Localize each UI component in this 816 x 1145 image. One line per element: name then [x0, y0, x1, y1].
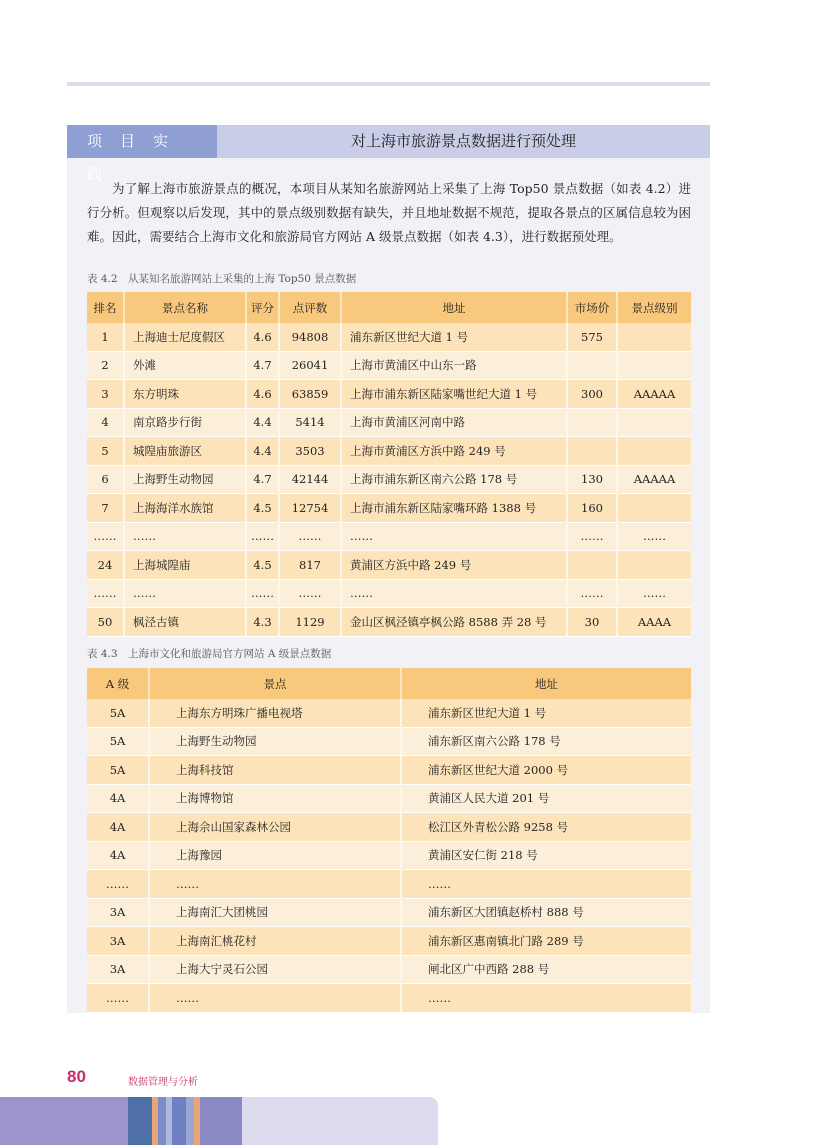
cell-attraction: 上海大宁灵石公园	[149, 955, 401, 984]
column-header-score: 评分	[246, 292, 279, 323]
cell-name: 上海海洋水族馆	[124, 494, 246, 523]
cell-score: 4.4	[246, 408, 279, 437]
cell-attraction: 上海豫园	[149, 841, 401, 870]
cell-level: AAAA	[617, 608, 691, 637]
cell-grade: 3A	[87, 955, 149, 984]
cell-rank: ……	[87, 579, 124, 608]
cell-address: 黄浦区方浜中路 249 号	[341, 551, 567, 580]
table-row	[87, 380, 691, 409]
table-4-2-caption: 表 4.2 从某知名旅游网站上采集的上海 Top50 景点数据	[87, 273, 357, 285]
cell-grade: 5A	[87, 756, 149, 785]
cell-reviews: 26041	[279, 351, 341, 380]
cell-name: 上海迪士尼度假区	[124, 323, 246, 351]
cell-address: ……	[401, 984, 691, 1013]
cell-rank: 7	[87, 494, 124, 523]
cell-name: 上海野生动物园	[124, 465, 246, 494]
cell-score: 4.4	[246, 437, 279, 466]
cell-grade: ……	[87, 870, 149, 899]
column-header-address: 地址	[341, 292, 567, 323]
cell-level	[617, 494, 691, 523]
cell-reviews: 1129	[279, 608, 341, 637]
table-row	[87, 494, 691, 523]
cell-price: 30	[567, 608, 617, 637]
table-row	[87, 408, 691, 437]
cell-grade: 3A	[87, 898, 149, 927]
cell-level: ……	[617, 579, 691, 608]
cell-score: 4.5	[246, 494, 279, 523]
cell-reviews: 5414	[279, 408, 341, 437]
footer-decoration	[0, 1097, 438, 1145]
table-row	[87, 579, 691, 608]
cell-rank: 5	[87, 437, 124, 466]
cell-address: 浦东新区世纪大道 2000 号	[401, 756, 691, 785]
column-header-name: 景点名称	[124, 292, 246, 323]
cell-rank: 1	[87, 323, 124, 351]
table-row	[87, 351, 691, 380]
cell-address: 上海市黄浦区中山东一路	[341, 351, 567, 380]
cell-grade: 3A	[87, 927, 149, 956]
cell-address: 上海市浦东新区南六公路 178 号	[341, 465, 567, 494]
cell-name: 南京路步行街	[124, 408, 246, 437]
cell-rank: 50	[87, 608, 124, 637]
cell-address: 上海市浦东新区陆家嘴世纪大道 1 号	[341, 380, 567, 409]
cell-name: ……	[124, 522, 246, 551]
column-header-price: 市场价	[567, 292, 617, 323]
cell-address: 闸北区广中西路 288 号	[401, 955, 691, 984]
cell-grade: ……	[87, 984, 149, 1013]
cell-grade: 5A	[87, 699, 149, 727]
cell-price: ……	[567, 579, 617, 608]
cell-attraction: 上海野生动物园	[149, 727, 401, 756]
cell-name: 东方明珠	[124, 380, 246, 409]
cell-price	[567, 408, 617, 437]
cell-price: 575	[567, 323, 617, 351]
cell-reviews: 42144	[279, 465, 341, 494]
cell-name: 上海城隍庙	[124, 551, 246, 580]
cell-name: 外滩	[124, 351, 246, 380]
table-4-2	[87, 292, 691, 637]
table-row	[87, 727, 691, 756]
cell-price	[567, 551, 617, 580]
cell-score: ……	[246, 579, 279, 608]
table-4-3	[87, 668, 691, 1013]
section-banner	[67, 125, 710, 183]
cell-reviews: 12754	[279, 494, 341, 523]
cell-score: 4.3	[246, 608, 279, 637]
project-practice-panel	[67, 125, 710, 1013]
cell-address: 黄浦区安仁街 218 号	[401, 841, 691, 870]
cell-address: 上海市黄浦区河南中路	[341, 408, 567, 437]
cell-rank: 4	[87, 408, 124, 437]
column-header-level: 景点级别	[617, 292, 691, 323]
cell-rank: 24	[87, 551, 124, 580]
cell-score: 4.7	[246, 465, 279, 494]
cell-attraction: 上海南汇大团桃园	[149, 898, 401, 927]
cell-score: ……	[246, 522, 279, 551]
cell-address: 浦东新区世纪大道 1 号	[401, 699, 691, 727]
cell-level	[617, 323, 691, 351]
cell-score: 4.6	[246, 380, 279, 409]
cell-name: 枫泾古镇	[124, 608, 246, 637]
table-header-row	[87, 292, 691, 323]
cell-reviews: 63859	[279, 380, 341, 409]
table-row	[87, 898, 691, 927]
cell-attraction: ……	[149, 870, 401, 899]
section-title: 对上海市旅游景点数据进行预处理	[217, 125, 710, 158]
cell-price	[567, 437, 617, 466]
section-label: 项目实践	[67, 125, 217, 158]
cell-level	[617, 351, 691, 380]
cell-address: 黄浦区人民大道 201 号	[401, 784, 691, 813]
cell-price: ……	[567, 522, 617, 551]
table-header-row	[87, 668, 691, 699]
cell-attraction: ……	[149, 984, 401, 1013]
cell-reviews: 94808	[279, 323, 341, 351]
cell-name: 城隍庙旅游区	[124, 437, 246, 466]
cell-price: 130	[567, 465, 617, 494]
cell-address: 浦东新区惠南镇北门路 289 号	[401, 927, 691, 956]
cell-address: 浦东新区世纪大道 1 号	[341, 323, 567, 351]
cell-address: 浦东新区大团镇赵桥村 888 号	[401, 898, 691, 927]
cell-attraction: 上海博物馆	[149, 784, 401, 813]
cell-score: 4.7	[246, 351, 279, 380]
cell-grade: 4A	[87, 784, 149, 813]
cell-reviews: 817	[279, 551, 341, 580]
cell-reviews: ……	[279, 579, 341, 608]
table-row	[87, 756, 691, 785]
cell-score: 4.6	[246, 323, 279, 351]
cell-address: 松江区外青松公路 9258 号	[401, 813, 691, 842]
cell-score: 4.5	[246, 551, 279, 580]
cell-rank: 6	[87, 465, 124, 494]
cell-attraction: 上海佘山国家森林公园	[149, 813, 401, 842]
page-number: 80	[67, 1067, 86, 1086]
table-row	[87, 699, 691, 727]
cell-level: AAAAA	[617, 380, 691, 409]
cell-address: 浦东新区南六公路 178 号	[401, 727, 691, 756]
intro-paragraph	[87, 177, 691, 249]
cell-rank: 3	[87, 380, 124, 409]
cell-address: ……	[341, 579, 567, 608]
table-row	[87, 841, 691, 870]
table-row	[87, 927, 691, 956]
column-header-rank: 排名	[87, 292, 124, 323]
cell-reviews: ……	[279, 522, 341, 551]
table-row	[87, 813, 691, 842]
table-row	[87, 984, 691, 1013]
table-row	[87, 784, 691, 813]
cell-rank: ……	[87, 522, 124, 551]
cell-level	[617, 551, 691, 580]
cell-level	[617, 408, 691, 437]
book-title: 数据管理与分析	[128, 1077, 198, 1088]
table-4-3-caption: 表 4.3 上海市文化和旅游局官方网站 A 级景点数据	[87, 648, 332, 660]
cell-price: 160	[567, 494, 617, 523]
column-header-reviews: 点评数	[279, 292, 341, 323]
column-header-attraction: 景点	[149, 668, 401, 699]
table-row	[87, 870, 691, 899]
table-row	[87, 955, 691, 984]
intro-text: 为了解上海市旅游景点的概况，本项目从某知名旅游网站上采集了上海 Top50 景点数据（如表 4.2）进行分析。但观察以后发现，其中的景点级别数据有缺失，并且地址数据不规范，提取各景点的区属信息较为困难。因此，需要结合上海市文化和旅游局官方网站 A 级景点数据（如表 4.3），进行数据预处理。	[87, 181, 691, 244]
column-header-address: 地址	[401, 668, 691, 699]
cell-name: ……	[124, 579, 246, 608]
cell-level	[617, 437, 691, 466]
cell-grade: 4A	[87, 813, 149, 842]
cell-level: ……	[617, 522, 691, 551]
cell-address: 上海市浦东新区陆家嘴环路 1388 号	[341, 494, 567, 523]
cell-attraction: 上海南汇桃花村	[149, 927, 401, 956]
cell-grade: 4A	[87, 841, 149, 870]
table-row	[87, 323, 691, 351]
table-row	[87, 551, 691, 580]
cell-address: 上海市黄浦区方浜中路 249 号	[341, 437, 567, 466]
cell-price: 300	[567, 380, 617, 409]
cell-address: 金山区枫泾镇亭枫公路 8588 弄 28 号	[341, 608, 567, 637]
top-rule	[67, 82, 710, 86]
column-header-grade: A 级	[87, 668, 149, 699]
cell-attraction: 上海东方明珠广播电视塔	[149, 699, 401, 727]
cell-level: AAAAA	[617, 465, 691, 494]
cell-attraction: 上海科技馆	[149, 756, 401, 785]
table-row	[87, 465, 691, 494]
cell-address: ……	[341, 522, 567, 551]
cell-price	[567, 351, 617, 380]
cell-rank: 2	[87, 351, 124, 380]
table-row	[87, 608, 691, 637]
cell-address: ……	[401, 870, 691, 899]
table-row	[87, 522, 691, 551]
cell-grade: 5A	[87, 727, 149, 756]
table-row	[87, 437, 691, 466]
cell-reviews: 3503	[279, 437, 341, 466]
